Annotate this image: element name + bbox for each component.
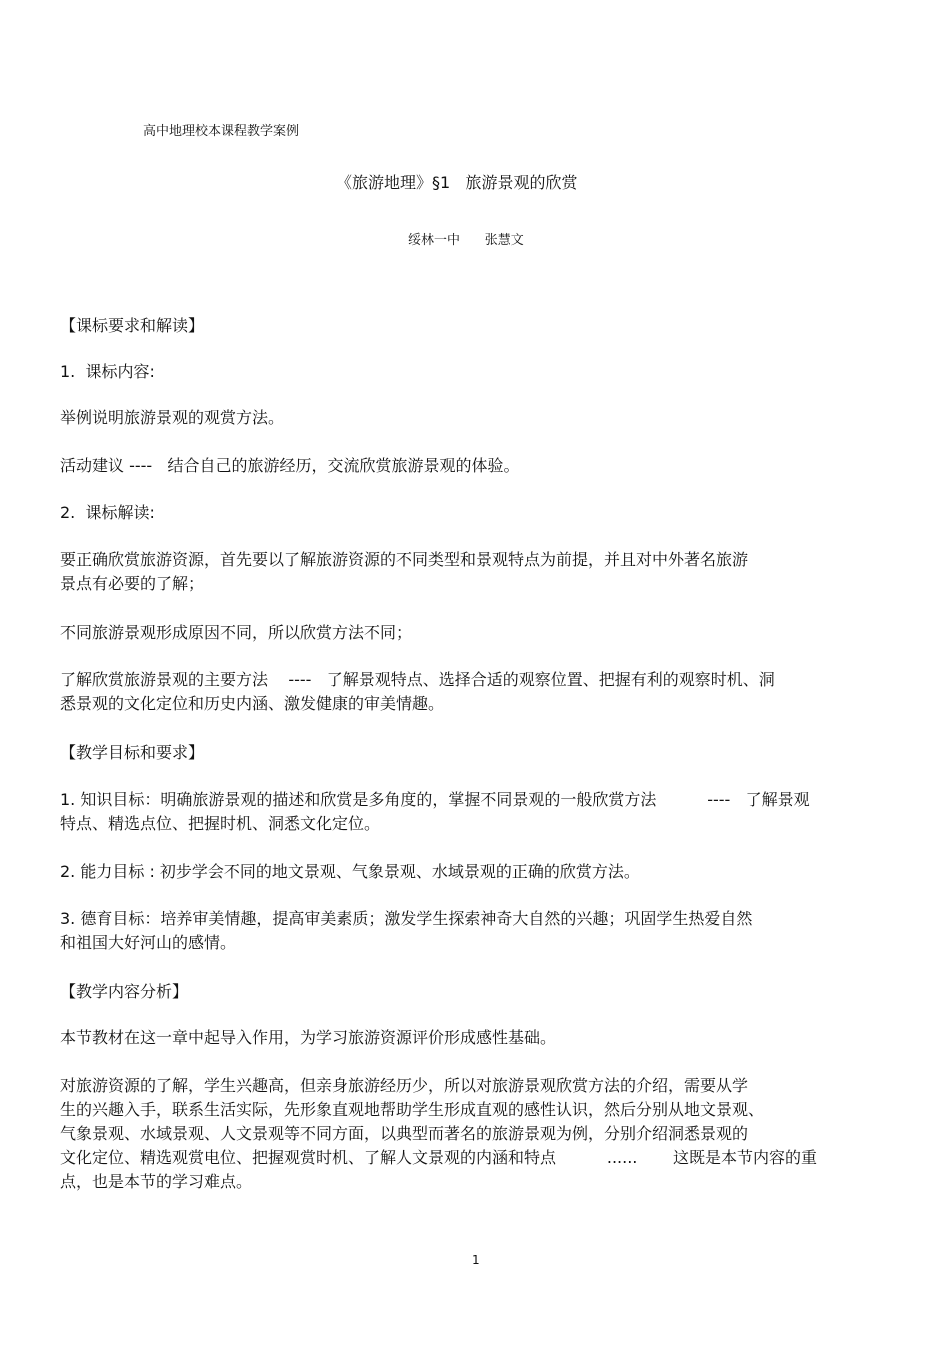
paragraph-line: 悉景观的文化定位和历史内涵、激发健康的审美情趣。	[60, 694, 445, 713]
list-item: 1. 课标内容:	[60, 362, 155, 381]
paragraph-line: 气象景观、水域景观、人文景观等不同方面，以典型而著名的旅游景观为例，分别介绍洞悉景观的	[60, 1124, 749, 1143]
paragraph-line: 文化定位、精选观赏电位、把握观赏时机、了解人文景观的内涵和特点 ...... 这既是本节内容的重	[60, 1148, 817, 1167]
section-heading: 【教学内容分析】	[60, 982, 189, 1001]
paragraph-line: 点，也是本节的学习难点。	[60, 1172, 253, 1191]
paragraph-line: 特点、精选点位、把握时机、洞悉文化定位。	[60, 814, 381, 833]
paragraph: 举例说明旅游景观的观赏方法。	[60, 408, 285, 427]
paragraph	[60, 1074, 890, 1194]
list-item: 2. 课标解读:	[60, 503, 155, 522]
paragraph-line: 景点有必要的了解；	[60, 574, 205, 593]
section-heading: 【教学目标和要求】	[60, 743, 205, 762]
paragraph-line: 对旅游资源的了解，学生兴趣高，但亲身旅游经历少，所以对旅游景观欣赏方法的介绍，需要从学	[60, 1076, 749, 1095]
paragraph-line: 3. 德育目标：培养审美情趣，提高审美素质；激发学生探索神奇大自然的兴趣；巩固学生热爱自然	[60, 909, 753, 928]
paragraph: 2. 能力目标 : 初步学会不同的地文景观、气象景观、水域景观的正确的欣赏方法。	[60, 862, 640, 881]
page-number: 1	[472, 1253, 480, 1267]
paragraph	[60, 668, 890, 716]
paragraph-line: 生的兴趣入手，联系生活实际，先形象直观地帮助学生形成直观的感性认识，然后分别从地文景观、	[60, 1100, 765, 1119]
section-heading: 【课标要求和解读】	[60, 316, 205, 335]
author-line: 绥林一中 张慧文	[408, 233, 524, 248]
document-title: 《旅游地理》§1 旅游景观的欣赏	[336, 173, 578, 192]
paragraph-line: 了解欣赏旅游景观的主要方法 ---- 了解景观特点、选择合适的观察位置、把握有利的观察时机、洞	[60, 670, 775, 689]
paragraph: 不同旅游景观形成原因不同，所以欣赏方法不同；	[60, 623, 413, 642]
paragraph	[60, 788, 890, 836]
paragraph-line: 和祖国大好河山的感情。	[60, 933, 237, 952]
paragraph	[60, 548, 890, 596]
paragraph-line: 1. 知识目标：明确旅游景观的描述和欣赏是多角度的，掌握不同景观的一般欣赏方法 ---- 了解景观	[60, 790, 810, 809]
series-title: 高中地理校本课程教学案例	[143, 124, 300, 139]
paragraph-line: 要正确欣赏旅游资源，首先要以了解旅游资源的不同类型和景观特点为前提，并且对中外著名旅游	[60, 550, 749, 569]
paragraph: 活动建议 ---- 结合自己的旅游经历，交流欣赏旅游景观的体验。	[60, 456, 520, 475]
paragraph: 本节教材在这一章中起导入作用，为学习旅游资源评价形成感性基础。	[60, 1028, 557, 1047]
paragraph	[60, 907, 890, 955]
